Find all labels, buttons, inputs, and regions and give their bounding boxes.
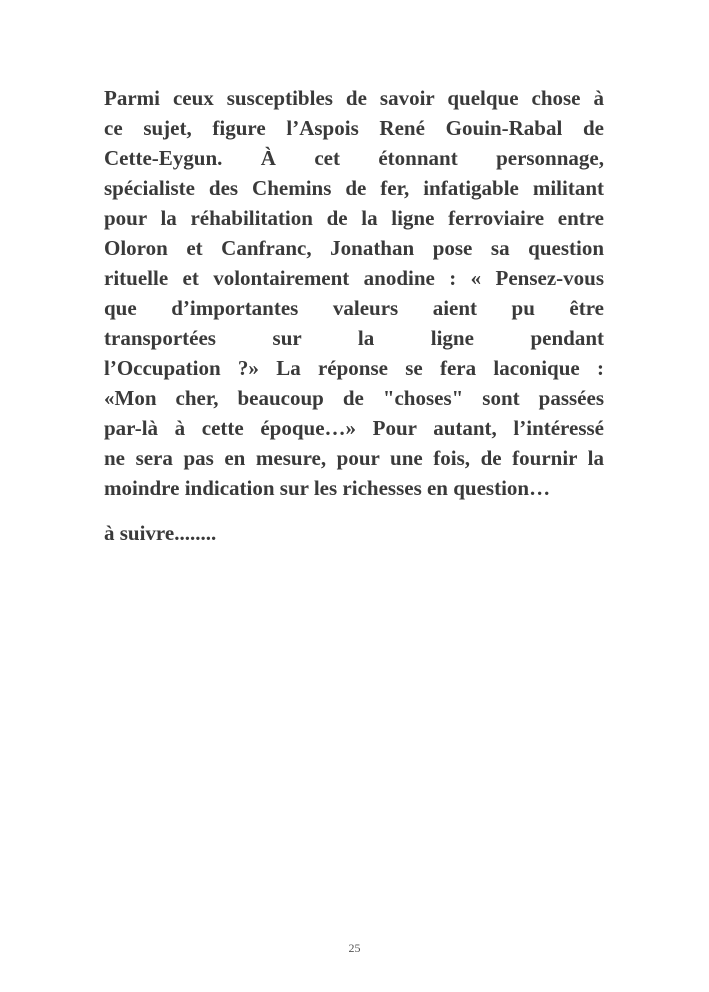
paragraph-line: ce sujet, figure l’Aspois René Gouin-Rabal de [104,116,604,140]
continuation-note: à suivre........ [104,521,217,545]
paragraph-line: Oloron et Canfranc, Jonathan pose sa question [104,236,604,260]
paragraph-line: Cette-Eygun. À cet étonnant personnage, [104,146,604,170]
main-paragraph [104,83,604,503]
paragraph-line: moindre indication sur les richesses en question… [104,476,551,500]
paragraph-line: spécialiste des Chemins de fer, infatigable militant [104,176,604,200]
paragraph-line: pour la réhabilitation de la ligne ferroviaire entre [104,206,604,230]
page-number: 25 [348,941,361,955]
paragraph-line: rituelle et volontairement anodine : « Pensez-vous [104,266,604,290]
paragraph-line: ne sera pas en mesure, pour une fois, de fournir la [104,446,604,470]
paragraph-line: que d’importantes valeurs aient pu être [104,296,604,320]
paragraph-line: transportées sur la ligne pendant [104,326,604,350]
paragraph-line: Parmi ceux susceptibles de savoir quelque chose à [104,86,604,110]
paragraph-line: l’Occupation ?» La réponse se fera laconique : [104,356,604,380]
paragraph-line: «Mon cher, beaucoup de "choses" sont passées [104,386,604,410]
paragraph-line: par-là à cette époque…» Pour autant, l’intéressé [104,416,604,440]
